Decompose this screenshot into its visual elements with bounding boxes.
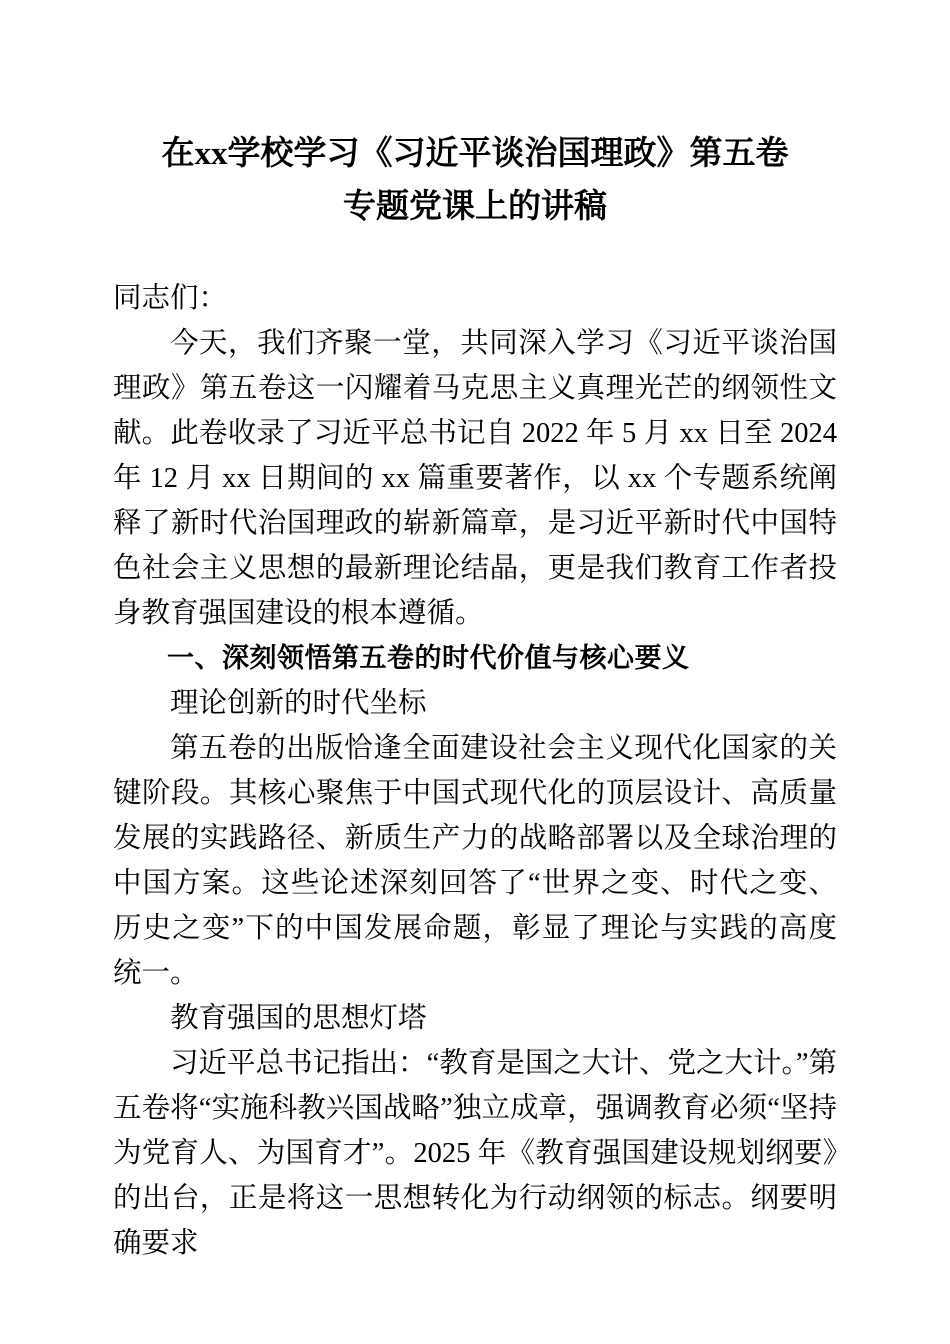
paragraph-1-1: 第五卷的出版恰逢全面建设社会主义现代化国家的关键阶段。其核心聚焦于中国式现代化的顶层设计、高质量发展的实践路径、新质生产力的战略部署以及全球治理的中国方案。这些论述深刻回答了“世界之变、时代之变、历史之变”下的中国发展命题，彰显了理论与实践的高度统一。 [113,733,837,989]
page-title-line-2: 专题党课上的讲稿 [343,189,607,225]
sub-heading-1-1: 理论创新的时代坐标 [170,688,427,719]
sub-heading-1-2: 教育强国的思想灯塔 [170,1003,427,1034]
intro-paragraph: 今天，我们齐聚一堂，共同深入学习《习近平谈治国理政》第五卷这一闪耀着马克思主义真理光芒的纲领性文献。此卷收录了习近平总书记自 2022 年 5 月 xx 日至 2024 年 12 月 xx 日期间的 xx 篇重要著作，以 xx 个专题系统阐释了新时代治国理政的崭新篇章，是习近平新时代中国特色社会主义思想的最新理论结晶，更是我们教育工作者投身教育强国建设的根本遵循。 [113,328,837,629]
page-title-line-1: 在xx学校学习《习近平谈治国理政》第五卷 [161,136,789,172]
section-heading-1: 一、深刻领悟第五卷的时代价值与核心要义 [167,643,690,673]
paragraph-1-2: 习近平总书记指出：“教育是国之大计、党之大计。”第五卷将“实施科教兴国战略”独立成章，强调教育必须“坚持为党育人、为国育才”。2025 年《教育强国建设规划纲要》的出台，正是将这一思想转化为行动纲领的标志。纲要明确要求 [113,1048,837,1259]
salutation: 同志们： [113,283,228,314]
page-title [113,0,837,234]
document-content [113,0,837,1266]
